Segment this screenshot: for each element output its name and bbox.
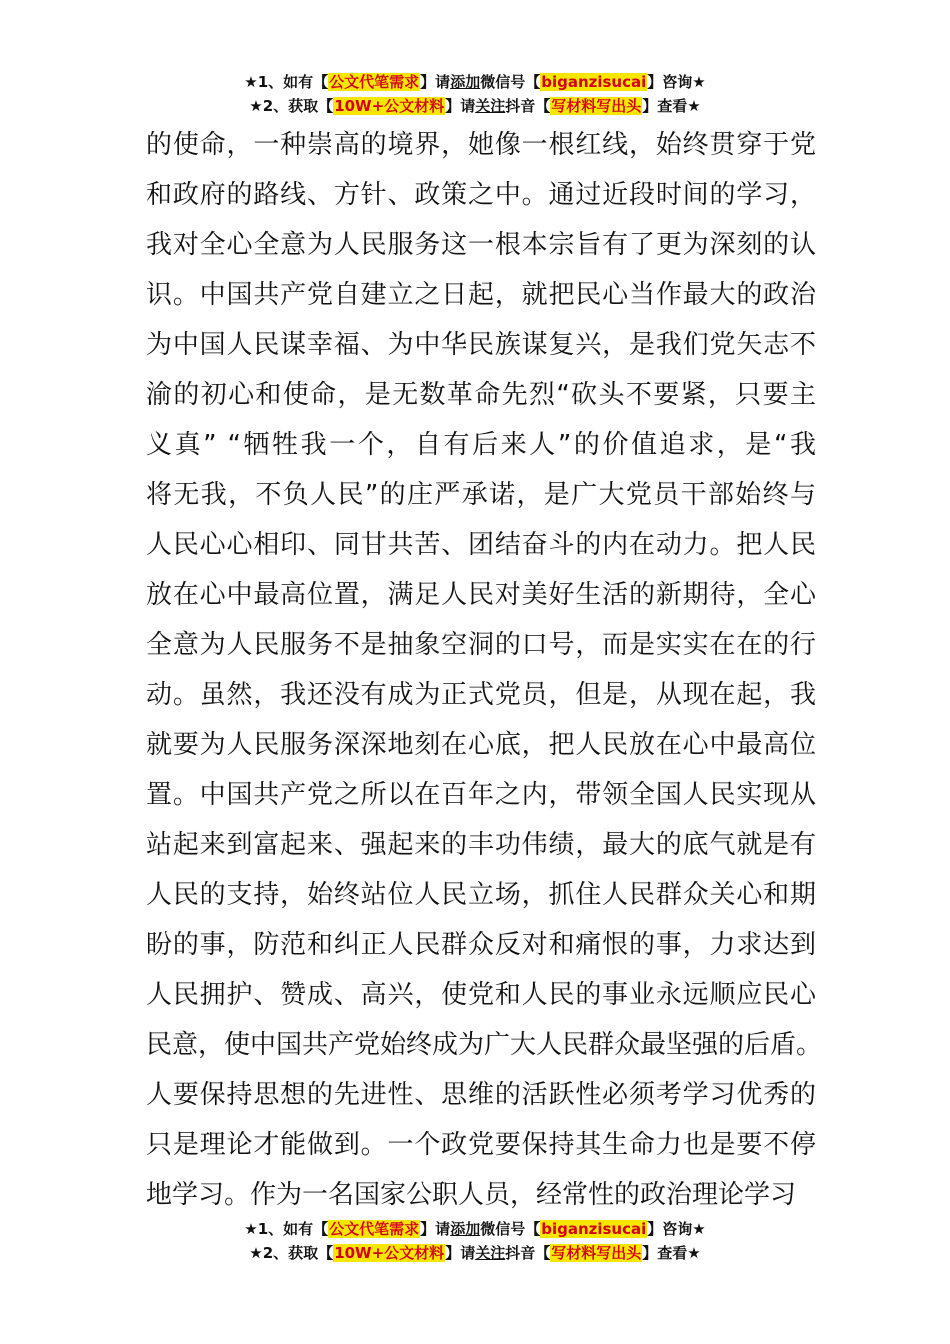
- banner-highlight: 公文代笔需求: [329, 1220, 420, 1238]
- banner-highlight: 写材料写出头: [551, 1244, 642, 1262]
- banner-text: 】查看★: [642, 1244, 701, 1262]
- banner-highlight: 写材料写出头: [551, 97, 642, 115]
- body-line: 盼的事，防范和纠正人民群众反对和痛恨的事，力求达到: [146, 930, 816, 960]
- footer-banner-line-1: [0, 1217, 950, 1241]
- body-line: 人民心心相印、同甘共苦、团结奋斗的内在动力。把人民: [146, 530, 816, 560]
- body-line: 民意，使中国共产党始终成为广大人民群众最坚强的后盾。: [146, 1030, 823, 1060]
- banner-text: 微信号【: [480, 1220, 541, 1238]
- body-line: 人民的支持，始终站位人民立场，抓住人民群众关心和期: [146, 880, 816, 910]
- body-line: 全意为人民服务不是抽象空洞的口号，而是实实在在的行: [146, 630, 816, 660]
- banner-highlight: 公文代笔需求: [329, 73, 420, 91]
- body-line: 的使命，一种崇高的境界，她像一根红线，始终贯穿于党: [146, 130, 816, 160]
- body-line: 置。中国共产党之所以在百年之内，带领全国人民实现从: [146, 780, 816, 810]
- body-line: 为中国人民谋幸福、为中华民族谋复兴，是我们党矢志不: [146, 330, 816, 360]
- body-line: 放在心中最高位置，满足人民对美好生活的新期待，全心: [146, 580, 816, 610]
- banner-text: ★1、如有【: [244, 73, 329, 91]
- banner-text: 抖音【: [505, 1244, 551, 1262]
- banner-text: 】咨询★: [647, 73, 706, 91]
- body-line: 识。中国共产党自建立之日起，就把民心当作最大的政治: [146, 280, 816, 310]
- banner-highlight: biganzisucai: [541, 1220, 647, 1238]
- banner-text: 】请: [445, 1244, 476, 1262]
- banner-text: ★1、如有【: [244, 1220, 329, 1238]
- body-line: 和政府的路线、方针、政策之中。通过近段时间的学习，: [146, 180, 816, 210]
- banner-text: 】查看★: [642, 97, 701, 115]
- header-banner-line-1: [0, 70, 950, 94]
- body-line: 地学习。作为一名国家公职人员，经常性的政治理论学习: [146, 1180, 797, 1210]
- banner-underlined-text: 关注: [475, 1244, 506, 1262]
- body-line: 就要为人民服务深深地刻在心底，把人民放在心中最高位: [146, 730, 816, 760]
- banner-text: 】请: [445, 97, 476, 115]
- body-line: 渝的初心和使命，是无数革命先烈“砍头不要紧，只要主: [146, 380, 816, 410]
- body-line: 人民拥护、赞成、高兴，使党和人民的事业永远顺应民心: [146, 980, 816, 1010]
- banner-text: 】请: [420, 73, 451, 91]
- body-line: 只是理论才能做到。一个政党要保持其生命力也是要不停: [146, 1130, 816, 1160]
- banner-underlined-text: 关注: [475, 97, 506, 115]
- body-line: 将无我，不负人民”的庄严承诺，是广大党员干部始终与: [146, 480, 816, 510]
- banner-text: ★2、获取【: [249, 1244, 334, 1262]
- banner-highlight: 10W+公文材料: [334, 97, 445, 115]
- body-line: 站起来到富起来、强起来的丰功伟绩，最大的底气就是有: [146, 830, 816, 860]
- body-line: 动。虽然，我还没有成为正式党员，但是，从现在起，我: [146, 680, 816, 710]
- header-banner-line-2: [0, 94, 950, 118]
- body-line: 人要保持思想的先进性、思维的活跃性必须考学习优秀的: [146, 1080, 816, 1110]
- body-line: 义真” “牺牲我一个，自有后来人”的价值追求，是“我: [146, 430, 816, 460]
- document-body: [146, 120, 823, 1220]
- banner-highlight: biganzisucai: [541, 73, 647, 91]
- banner-text: 】请: [420, 1220, 451, 1238]
- banner-text: 抖音【: [505, 97, 551, 115]
- banner-text: ★2、获取【: [249, 97, 334, 115]
- banner-text: 】咨询★: [647, 1220, 706, 1238]
- banner-text: 微信号【: [480, 73, 541, 91]
- footer-banner-line-2: [0, 1241, 950, 1265]
- banner-highlight: 10W+公文材料: [334, 1244, 445, 1262]
- footer-banner: [0, 1217, 950, 1265]
- body-line: 我对全心全意为人民服务这一根本宗旨有了更为深刻的认: [146, 230, 816, 260]
- banner-underlined-text: 添加: [450, 73, 481, 91]
- banner-underlined-text: 添加: [450, 1220, 481, 1238]
- header-banner: [0, 70, 950, 118]
